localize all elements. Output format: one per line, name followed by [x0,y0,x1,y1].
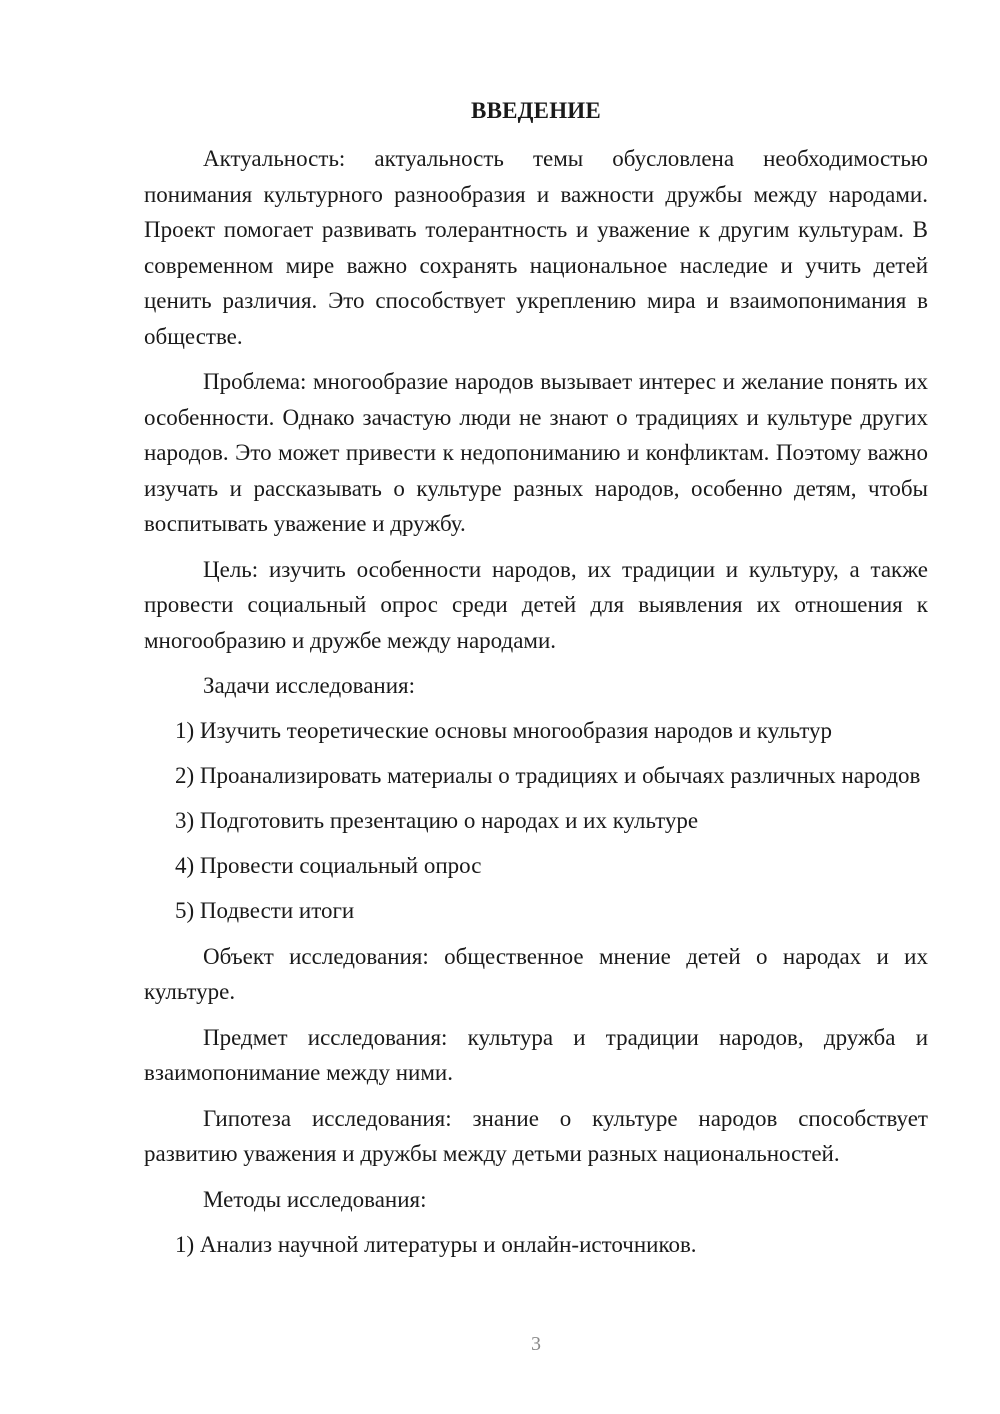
tasks-heading: Задачи исследования: [203,673,416,698]
paragraph-relevance: Актуальность: актуальность темы обусловлена необходимостью понимания культурного разнообразия и важности дружбы между народами. Проект помогает развивать толерантность и уважение к другим культурам. В современном мире важно сохранять национальное наследие и учить детей ценить различия. Это способствует укреплению мира и взаимопонимания в обществе. [144,146,928,349]
task-item: 3) Подготовить презентацию о народах и их культуре [175,808,699,833]
page-title: ВВЕДЕНИЕ [471,98,601,123]
paragraph-problem: Проблема: многообразие народов вызывает интерес и желание понять их особенности. Однако зачастую люди не знают о традициях и культуре других народов. Это может привести к недопониманию и конфликтам. Поэтому важно изучать и рассказывать о культуре разных народов, особенно детям, чтобы воспитывать уважение и дружбу. [144,369,928,536]
task-item: 1) Изучить теоретические основы многообразия народов и культур [175,718,833,743]
paragraph-goal: Цель: изучить особенности народов, их традиции и культуру, а также провести социальный опрос среди детей для выявления их отношения к многообразию и дружбе между народами. [144,556,928,653]
paragraph-subject: Предмет исследования: культура и традиции народов, дружба и взаимопонимание между ними. [144,1024,928,1085]
paragraph-hypothesis: Гипотеза исследования: знание о культуре народов способствует развитию уважения и дружбы между детьми разных национальностей. [144,1105,928,1166]
method-item: 1) Анализ научной литературы и онлайн-источников. [175,1231,697,1257]
page-number: 3 [531,1333,541,1355]
task-item: 5) Подвести итоги [175,898,355,923]
document-body [144,141,928,1262]
paragraph-object: Объект исследования: общественное мнение детей о народах и их культуре. [144,943,928,1004]
task-item: 4) Провести социальный опрос [175,853,482,878]
task-item: 2) Проанализировать материалы о традициях и обычаях различных народов [175,763,921,788]
methods-heading: Методы исследования: [203,1186,427,1212]
